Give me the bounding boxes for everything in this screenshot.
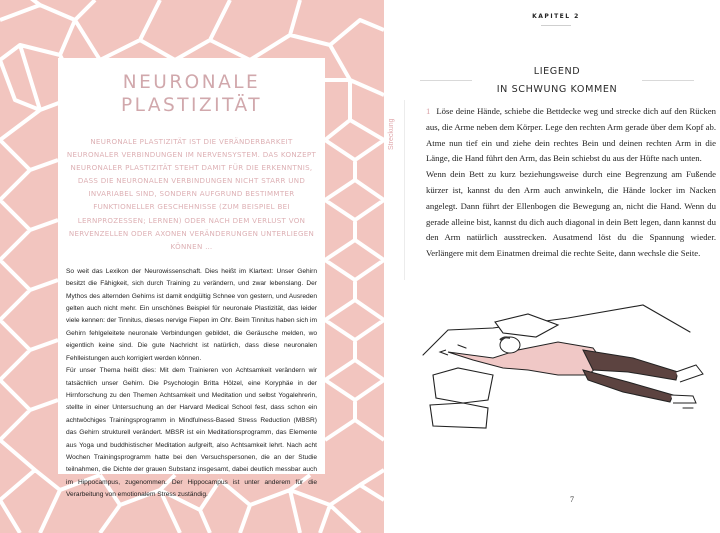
- side-divider: [404, 100, 405, 280]
- page-number: 7: [570, 495, 574, 504]
- exercise-paragraph-1: [426, 104, 716, 167]
- body-paragraph-2: Für unser Thema heißt dies: Mit dem Trainieren von Achtsamkeit verändern wir tatsächlich unser Gehirn. Die Psychologin Britta Hölzel, eine Koryphäe in der Hirnforschung zu den Themen Achtsamkeit und Meditation und selbst Yogalehrerin, stellte in einer Untersuchung an der Harvard Medical School fest, dass schon ein achtwöchiges Trainingsprogramm in Mindfulness-Based Stress Reduction (MBSR) das Gehirn strukturell verändert. MBSR ist ein Meditationsprogramm, das Elemente aus Yoga und buddhistischer Meditation aufgreift, also Achtsamkeit lehrt. Nach acht Wochen Trainingsprogramm hatte bei den Versuchspersonen, die an der Studie teilnahmen, die Dichte der grauen Substanz insgesamt, dabei deutlich messbar auch im Hippocampus, zugenommen. Der Hippocampus ist unter anderem für die Verarbeitung von emotionalem Stress zuständig.: [66, 367, 317, 499]
- chapter-label: KAPITEL 2: [532, 13, 580, 20]
- body-paragraph-1: So weit das Lexikon der Neurowissenschaft. Dies heißt im Klartext: Unser Gehirn besitzt die Fähigkeit, sich durch Training zu verändern, und zwar lebenslang. Der Mythos des alternden Gehirns ist damit endgültig Schnee von gestern, und Ausreden gelten auch nicht mehr. Ein unschönes Beispiel für neuronale Plastizität, das leider viele kennen: der Tinnitus, dieses nervige Fiepen im Ohr. Beim Tinnitus haben sich im Gehirn fehlgeleitete neuronale Verbindungen gebildet, die Geräusche melden, wo eigentlich keine sind. Die gute Nachricht ist natürlich, dass diese neuronalen Fehlleistungen auch korrigiert werden können.: [66, 267, 317, 362]
- section-title: [490, 63, 624, 99]
- box-title: [66, 71, 317, 117]
- box-title-line2: PLASTIZITÄT: [120, 95, 263, 116]
- chapter-divider: [541, 25, 571, 26]
- section-title-line2: IN SCHWUNG KOMMEN: [496, 84, 618, 95]
- exercise-paragraph-1-text: Löse deine Hände, schiebe die Bettdecke weg und strecke dich auf den Rücken aus, die Arme neben dem Körper. Lege den rechten Arm gerade über dem Kopf ab. Atme nun tief ein und ziehe dein rechtes Bein und deinen rechten Arm in die Länge, die Hand führt den Arm, das Bein schiebst du aus der Hüfte nach unten.: [426, 106, 716, 164]
- title-rule-left: [420, 80, 472, 81]
- title-rule-right: [642, 80, 694, 81]
- exercise-text: [426, 104, 716, 262]
- side-label: Streckung: [388, 118, 395, 150]
- right-page: [384, 0, 720, 533]
- box-title-line1: NEURONALE: [122, 72, 261, 93]
- step-number: 1: [426, 106, 431, 116]
- person-lying-in-bed-stretching-icon: [418, 300, 718, 430]
- section-title-line1: LIEGEND: [533, 66, 581, 77]
- exercise-paragraph-2: Wenn dein Bett zu kurz beziehungsweise durch eine Begrenzung am Fußende kürzer ist, kannst du den Arm auch anwinkeln, die Hände locker im Nacken angelegt. Dann führt der Ellenbogen die Bewegung an, nicht die Hand. Wenn du gerade alleine bist, kannst du dich auch diagonal in dein Bett legen, dann kannst du den Arm natürlich ausstrecken. Ausatmend löst du die Spannung wieder. Verlängere mit dem Einatmen dreimal die rechte Seite, dann wechsle die Seite.: [426, 169, 716, 259]
- definition-text: NEURONALE PLASTIZITÄT IST DIE VERÄNDERBARKEIT NEURONALER VERBINDUNGEN IM NERVENSYSTEM. DAS KONZEPT NEURONALER PLASTIZITÄT STEHT DAMIT FÜR DIE ERKENNTNIS, DASS DIE NEURONALEN VERBINDUNGEN NICHT STARR UND INVARIABEL SIND, SONDERN AUFGRUND BESTIMMTER FUNKTIONELLER GESCHEHNISSE (ZUM BEISPIEL BEI LERNPROZESSEN; LERNEN) ODER NACH DEM VERLUST VON NERVENZELLEN ODER AXONEN VERÄNDERUNGEN UNTERLIEGEN KÖNNEN …: [66, 137, 317, 251]
- body-text: [66, 266, 317, 502]
- definition-box: [58, 58, 325, 499]
